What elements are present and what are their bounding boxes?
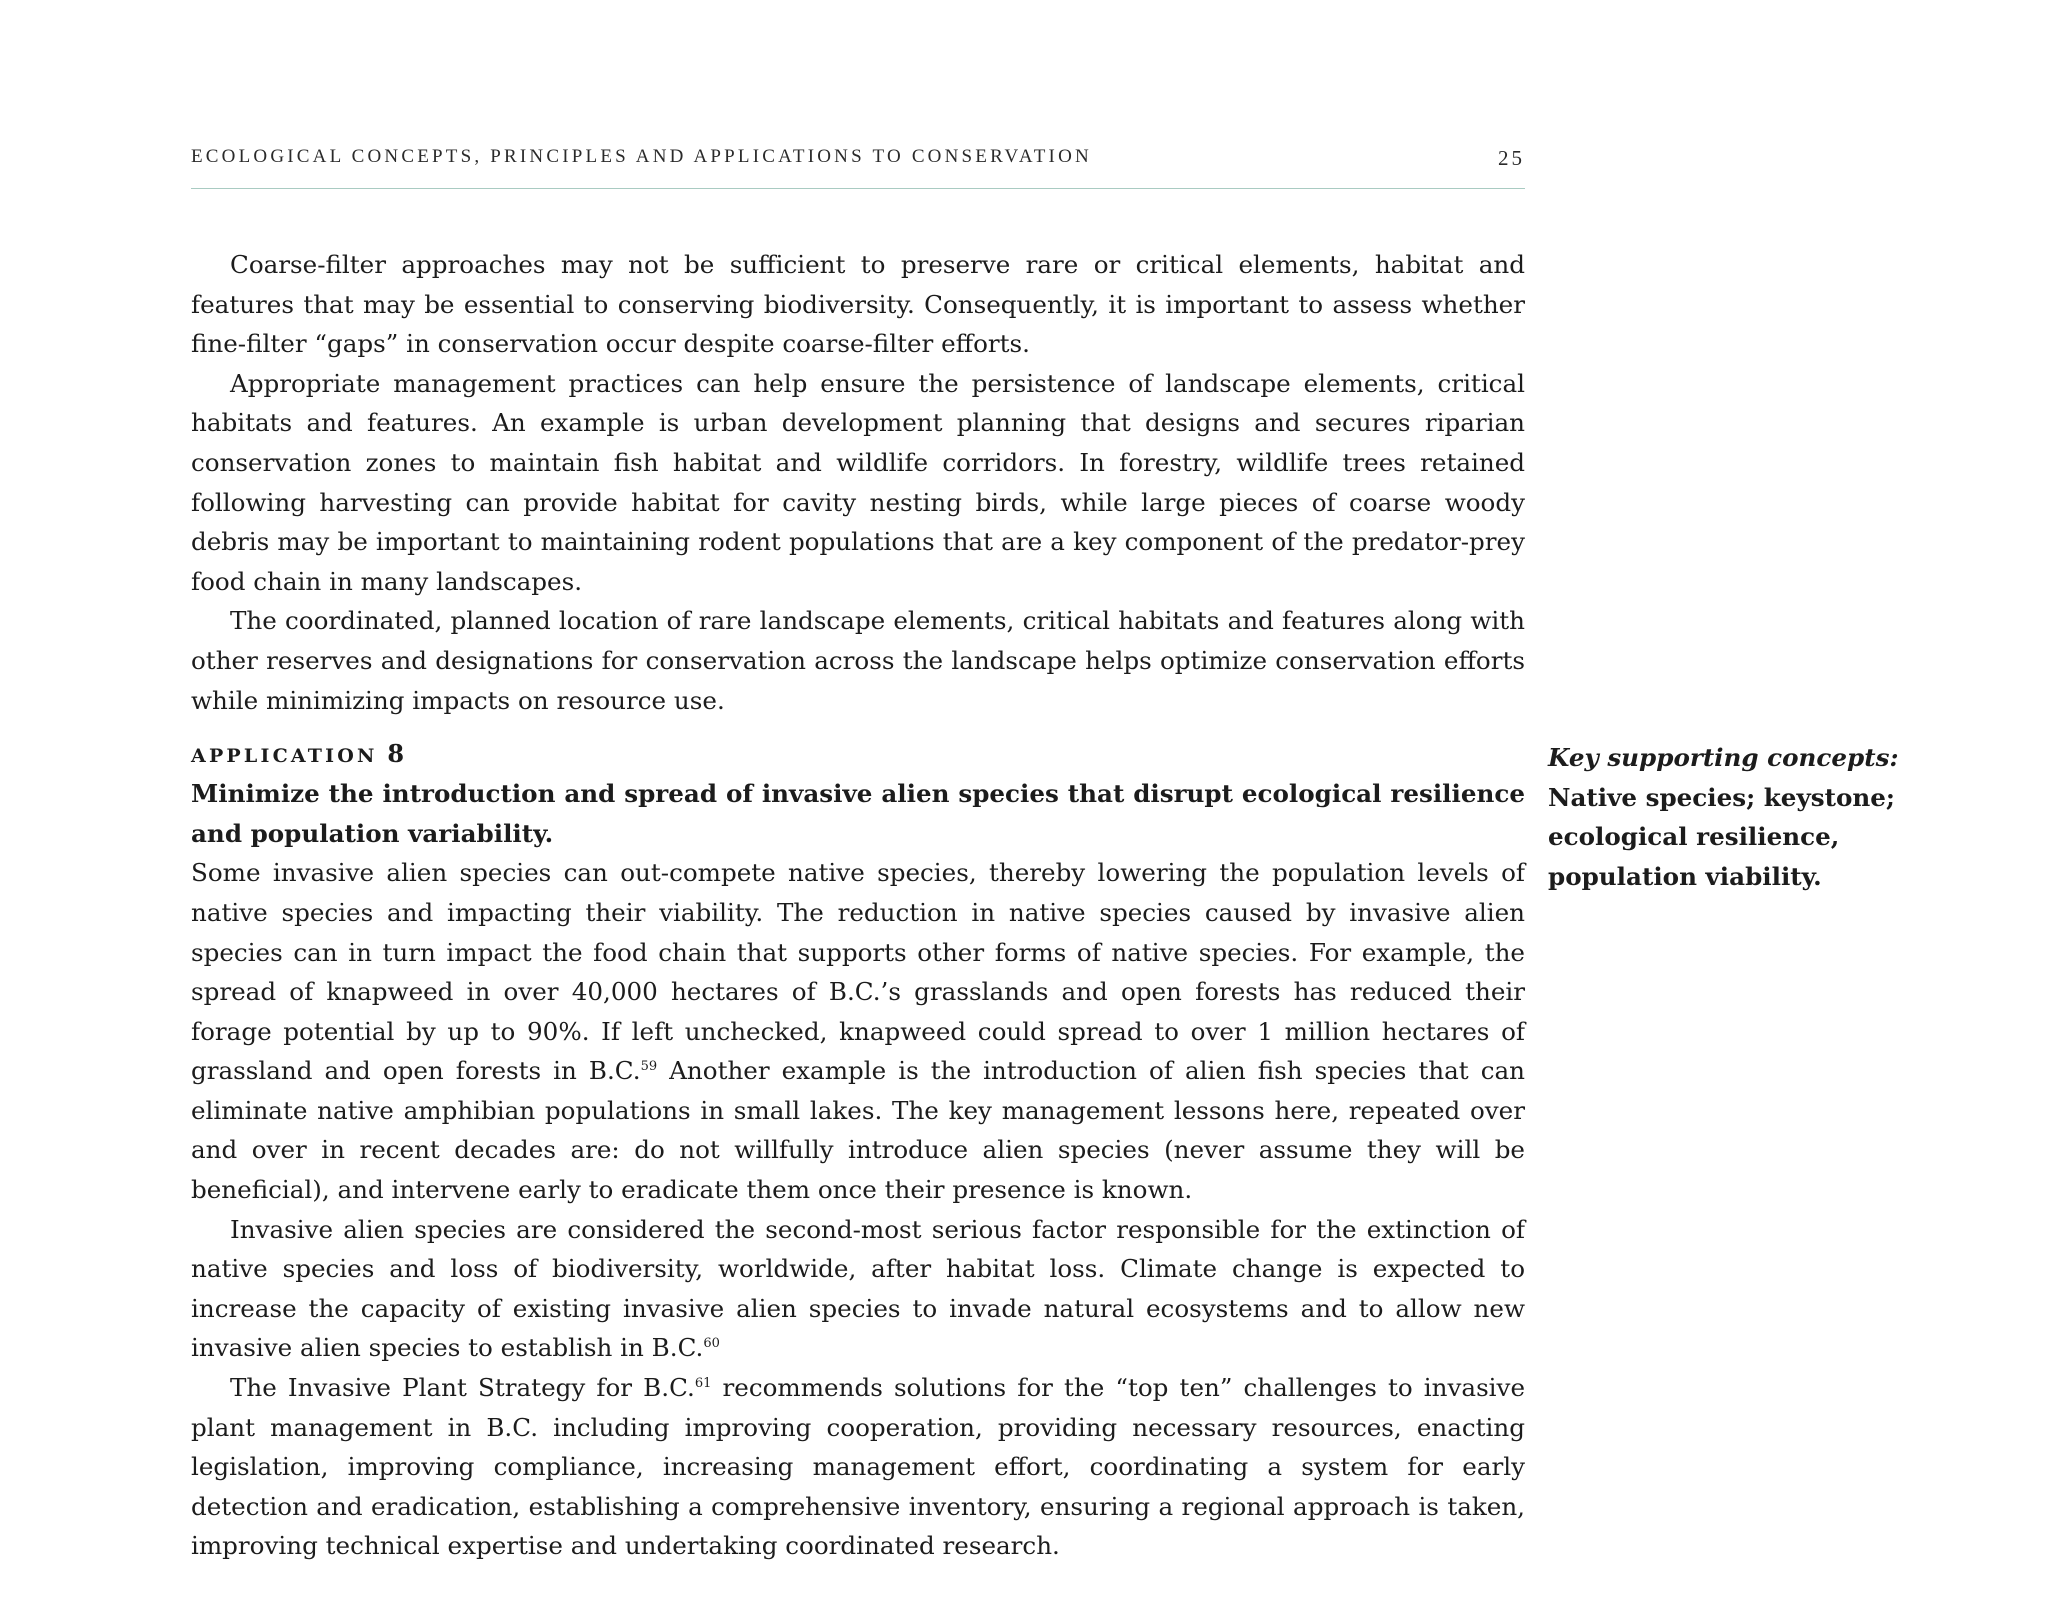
body-column [191, 245, 1525, 1566]
application-paragraph-1 [191, 853, 1525, 1209]
application-paragraph-1-text-a: Some invasive alien species can out-compete native species, thereby lowering the population levels of native species and impacting their viability. The reduction in native species caused by invasive alien species can in turn impact the food chain that supports other forms of native species. For example, the spread of knapweed in over 40,000 hectares of B.C.’s grasslands and open forests has reduced their forage potential by up to 90%. If left unchecked, knapweed could spread to over 1 million hectares of grassland and open forests in B.C. [191, 858, 1525, 1086]
page-number: 25 [1498, 146, 1525, 170]
body-paragraph-2: Appropriate management practices can help ensure the persistence of landscape elements, critical habitats and features. An example is urban development planning that designs and secures riparian conservation zones to maintain fish habitat and wildlife corridors. In forestry, wildlife trees retained following harvesting can provide habitat for cavity nesting birds, while large pieces of coarse woody debris may be important to maintaining rodent populations that are a key component of the predator-prey food chain in many landscapes. [191, 368, 1525, 596]
application-paragraph-3-text-a: The Invasive Plant Strategy for B.C. [230, 1373, 695, 1403]
application-label-text: APPLICATION [191, 745, 378, 768]
sidebar-line-2: ecological resilience, [1548, 822, 1840, 852]
application-label [191, 736, 1525, 774]
application-paragraph-1-text-b: Another example is the introduction of alien fish species that can eliminate native amphibian populations in small lakes. The key management lessons here, repeated over and over in recent decades are: do not willfully introduce alien species (never assume they will be beneficial), and intervene early to eradicate them once their presence is known. [191, 1056, 1526, 1205]
sidebar-title: Key supporting concepts: [1548, 743, 1899, 772]
header-rule [191, 188, 1525, 189]
footnote-ref-59: 59 [640, 1059, 658, 1075]
application-paragraph-2-text: Invasive alien species are considered the second-most serious factor responsible for the extinction of native species and loss of biodiversity, worldwide, after habitat loss. Climate change is expected to increase the capacity of existing invasive alien species to invade natural ecosystems and to allow new invasive alien species to establish in B.C. [191, 1214, 1525, 1363]
footnote-ref-60: 60 [703, 1336, 720, 1352]
sidebar-line-3: population viability. [1548, 861, 1822, 891]
running-header [191, 146, 1525, 172]
body-paragraph-1: Coarse-filter approaches may not be sufficient to preserve rare or critical elements, habitat and features that may be essential to conserving biodiversity. Consequently, it is important to assess whether fine-filter “gaps” in conservation occur despite coarse-filter efforts. [191, 250, 1525, 359]
body-paragraph-3: The coordinated, planned location of rare landscape elements, critical habitats and features along with other reserves and designations for conservation across the landscape helps optimize conservation efforts while minimizing impacts on resource use. [191, 606, 1525, 715]
key-concepts-sidebar [1548, 738, 1928, 896]
footnote-ref-61: 61 [694, 1376, 712, 1392]
sidebar-line-1: Native species; keystone; [1548, 782, 1895, 812]
running-title: ECOLOGICAL CONCEPTS, PRINCIPLES AND APPLICATIONS TO CONSERVATION [191, 146, 1092, 167]
application-paragraph-3 [191, 1368, 1525, 1566]
application-paragraph-2 [191, 1210, 1525, 1368]
application-heading: Minimize the introduction and spread of invasive alien species that disrupt ecological resilience and population variability. [191, 779, 1525, 848]
application-number: 8 [387, 739, 406, 769]
application-paragraph-3-text-b: recommends solutions for the “top ten” challenges to invasive plant management in B.C. including improving cooperation, providing necessary resources, enacting legislation, improving compliance, increasing management effort, coordinating a system for early detection and eradication, establishing a comprehensive inventory, ensuring a regional approach is taken, improving technical expertise and undertaking coordinated research. [191, 1373, 1525, 1561]
